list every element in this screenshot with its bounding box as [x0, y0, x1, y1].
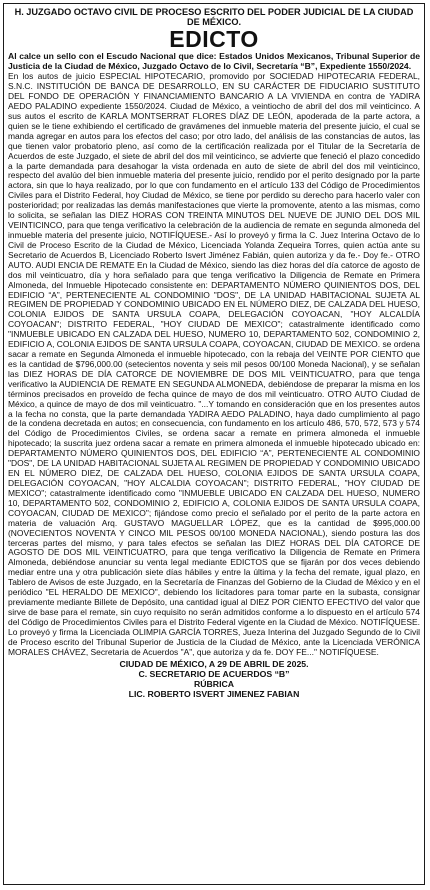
edicto-title: EDICTO — [169, 26, 259, 53]
signer-name: LIC. ROBERTO ISVERT JIMENEZ FABIAN — [128, 688, 300, 699]
edicto-notice — [3, 3, 425, 885]
court-header: H. JUZGADO OCTAVO CIVIL DE PROCESO ESCRITO DEL PODER JUDICIAL DE LA CIUDAD DE MÉXICO. — [14, 7, 414, 28]
secretary-position: C. SECRETARIO DE ACUERDOS “B” — [138, 668, 290, 679]
place-date: CIUDAD DE MÉXICO, A 29 DE ABRIL DE 2025. — [119, 658, 309, 669]
closing-block — [8, 659, 420, 699]
notice-body: En los autos de juicio ESPECIAL HIPOTECARIO, promovido por SOCIEDAD HIPOTECARIA FEDERAL, S.N.C. INSTITUCIÓN DE BANCA DE DESARROLLO, EN SU CARÁCTER DE FIDUCIARIO SUSTITUTO DEL FONDO DE OPERACIÓN Y FINANCIAMIENTO BANCARIO A LA VIVIENDA en contra de YADIRA AEDO PALADINO expediente 1550/2024. Ciudad de México, a veintiocho de abril del dos mil veinticinco. A sus autos el escrito de KARLA MONTSERRAT FLORES DÍAZ DE LEÓN, apoderada de la parte actora, a quien se le tiene exhibiendo el certificado de gravámenes del inmueble materia del presente juicio, el cual se manda agregar en autos para los efectos del caso; por otro lado, del análisis de las constancias de autos, las que tienen valor probatorio pleno, así como de la certificación realizada por el Titular de la Secretaría de Acuerdos de este Juzgado, el siete de abril del dos mil veinticinco, se advierte que feneció el plazo concedido a la parte demandada para desahogar la vista ordenada en auto de siete de abril del dos mil veinticinco, respecto del avalúo del bien inmueble materia del presente juicio, rendido por el perito designado por la parte actora, sin que lo haya realizado, por lo que con fundamento en el artículo 133 del Código de Procedimientos Civiles para el Distrito Federal, hoy Ciudad de México, se tiene por perdido su derecho para hacerlo valer con posterioridad; por realizadas las demás manifestaciones que vierte la promovente, atento a las mismas, como lo solicita, se señalan las DIEZ HORAS CON TREINTA MINUTOS DEL NUEVE DE JUNIO DEL DOS MIL VEINTICINCO, para que tenga verificativo la celebración de la audiencia de remate en segunda almoneda del inmueble materia del presente juicio, NOTIFÍQUESE.- Así lo proveyó y firma la C. Juez Interina Octavo de lo Civil de Proceso Escrito de la Ciudad de México, Licenciada Yolanda Zequeira Torres, quien actúa ante su Secretario de Acuerdos B, Licenciado Roberto Isvert Jiménez Fabián, quien autoriza y da fe.- Doy fe.- OTRO AUTO. AUDI ENCIA DE REMATE En la Ciudad de México, siendo las diez horas del día catorce de agosto de dos mil veinticuatro, día y hora señalado para que tenga verificativo la Diligencia de Remate en Primera Almoneda, del Inmueble Hipotecado consistente en: DEPARTAMENTO NÚMERO QUINIENTOS DOS, DEL EDIFICIO “A”, PERTENECIENTE AL CONDOMINIO "DOS", DE LA UNIDAD HABITACIONAL SUJETA AL REGIMEN DE PROPIEDAD Y CONDOMINIO UBICADO EN EL NÚMERO DIEZ, DE CALZADA DEL HUESO, COLONIA EJIDOS DE SANTA URSULA COAPA, DELEGACIÓN COYOACAN, "HOY ALCALDÍA COYOACAN"; DISTRITO FEDERAL, "HOY CIUDAD DE MEXICO"; catastralmente identificado como "INMUEBLE UBICADO EN CALZADA DEL HUESO, NUMERO 10, DEPARTAMENTO 502, CONDOMINIO 2, EDIFICIO A, COLONIA EJIDOS DE SANTA URSULA COAPA, COYOACAN, CIUDAD DE MEXICO. se ordena sacar a remate en Segunda Almoneda el inmueble hipotecado, con la rebaja del VEINTE POR CIENTO que es la cantidad de $796,000.00 (setecientos noventa y seis mil pesos 00/100 Moneda Nacional), y se señalan las DIEZ HORAS DE DÍA CATORCE DE NOVIEMBRE DE DOS MIL VEINTICUATRO, para que tenga verificativo la AUDIENCIA DE REMATE EN SEGUNDA ALMONEDA, debiéndose de preparar la misma en los términos precisados en proveído de fecha quince de mayo de dos mil veinticuatro. OTRO AUTO Ciudad de México, a quince de mayo de dos mil veinticuatro. "...Y tomando en consideración que en los presentes autos a la fecha no consta, que la parte demandada YADIRA AEDO PALADINO, haya dado cumplimiento al pago de la condena decretada en autos; en consecuencia, con fundamento en los artículo 486, 570, 572, 573 y 574 del Código de Procedimientos Civiles, se ordena sacar a remate en primera almoneda el inmueble hipotecado; la suscrita juez ordena sacar a remate en primera almoneda el inmueble hipotecado ubicado en: DEPARTAMENTO NÚMERO QUINIENTOS DOS, DEL EDIFICIO “A”, PERTENECIENTE AL CONDOMINIO "DOS", DE LA UNIDAD HABITACIONAL SUJETA AL REGIMEN DE PROPIEDAD Y CONDOMINIO UBICADO EN EL NÚMERO DIEZ, DE CALZADA DEL HUESO, COLONIA EJIDOS DE SANTA URSULA COAPA, DELEGACIÓN COYOACAN, "HOY ALCALDIA COYOACAN"; DISTRITO FEDERAL, "HOY CIUDAD DE MEXICO"; catastralmente identificado como "INMUEBLE UBICADO EN CALZADA DEL HUESO, NUMERO 10, DEPARTAMENTO 502, CONDOMINIO 2, EDIFICIO A, COLONIA EJIDOS DE SANTA URSULA COAPA, COYOACAN, CIUDAD DE MEXICO"; fijándose como precio el señalado por el perito de la parte actora en materia de valuación Arq. GUSTAVO MAGUELLAR LÓPEZ, que es la cantidad de $995,000.00 (NOVECIENTOS NOVENTA Y CINCO MIL PESOS 00/100 MONEDA NACIONAL), siendo postura las dos terceras partes del mismo, y para tales efectos se señalan las DIEZ HORAS DEL DÍA CATORCE DE AGOSTO DE DOS MIL VEINTICUATRO, para que tenga verificativo la Diligencia de Remate en Primera Almoneda, debiéndose anunciar su venta legal mediante EDICTOS que se fijarán por dos veces debiendo mediar entre una y otra publicación siete días hábiles y entre la última y la fecha del remate, igual plazo, en Tablero de Avisos de este Juzgado, en la Secretaría de Finanzas del Gobierno de la Ciudad de México y en el periódico "EL HERALDO DE MEXICO", debiendo los licitadores para tomar parte en la subasta, consignar previamente mediante Billete de Depósito, una cantidad igual al DIEZ POR CIENTO EFECTIVO del valor que sirve de base para el remate, sin cuyo requisito no serán admitidos conforme a lo dispuesto en el artículo 574 del Código de Procedimientos Civiles para el Distrito Federal vigente en la Ciudad de México. NOTIFÍQUESE. Lo proveyó y firma la Licenciada OLIMPIA GARCÍA TORRES, Jueza Interina del Juzgado Segundo de lo Civil de Proceso escrito del Tribunal Superior de Justicia de la Ciudad de México, ante la Licenciada VERÓNICA MORALES CHÁVEZ, Secretaria de Acuerdos "A", que autoriza y da fe. DOY FE..." NOTIFÍQUESE. — [8, 71, 420, 657]
rubric: RÚBRICA — [193, 678, 235, 689]
seal-description: Al calce un sello con el Escudo Nacional que dice: Estados Unidos Mexicanos, Tribunal Superior de Justicia de la Ciudad de México, Juzgado Octavo de lo Civil, Secretaría “B”, Expediente 1550/2024. — [8, 51, 420, 72]
